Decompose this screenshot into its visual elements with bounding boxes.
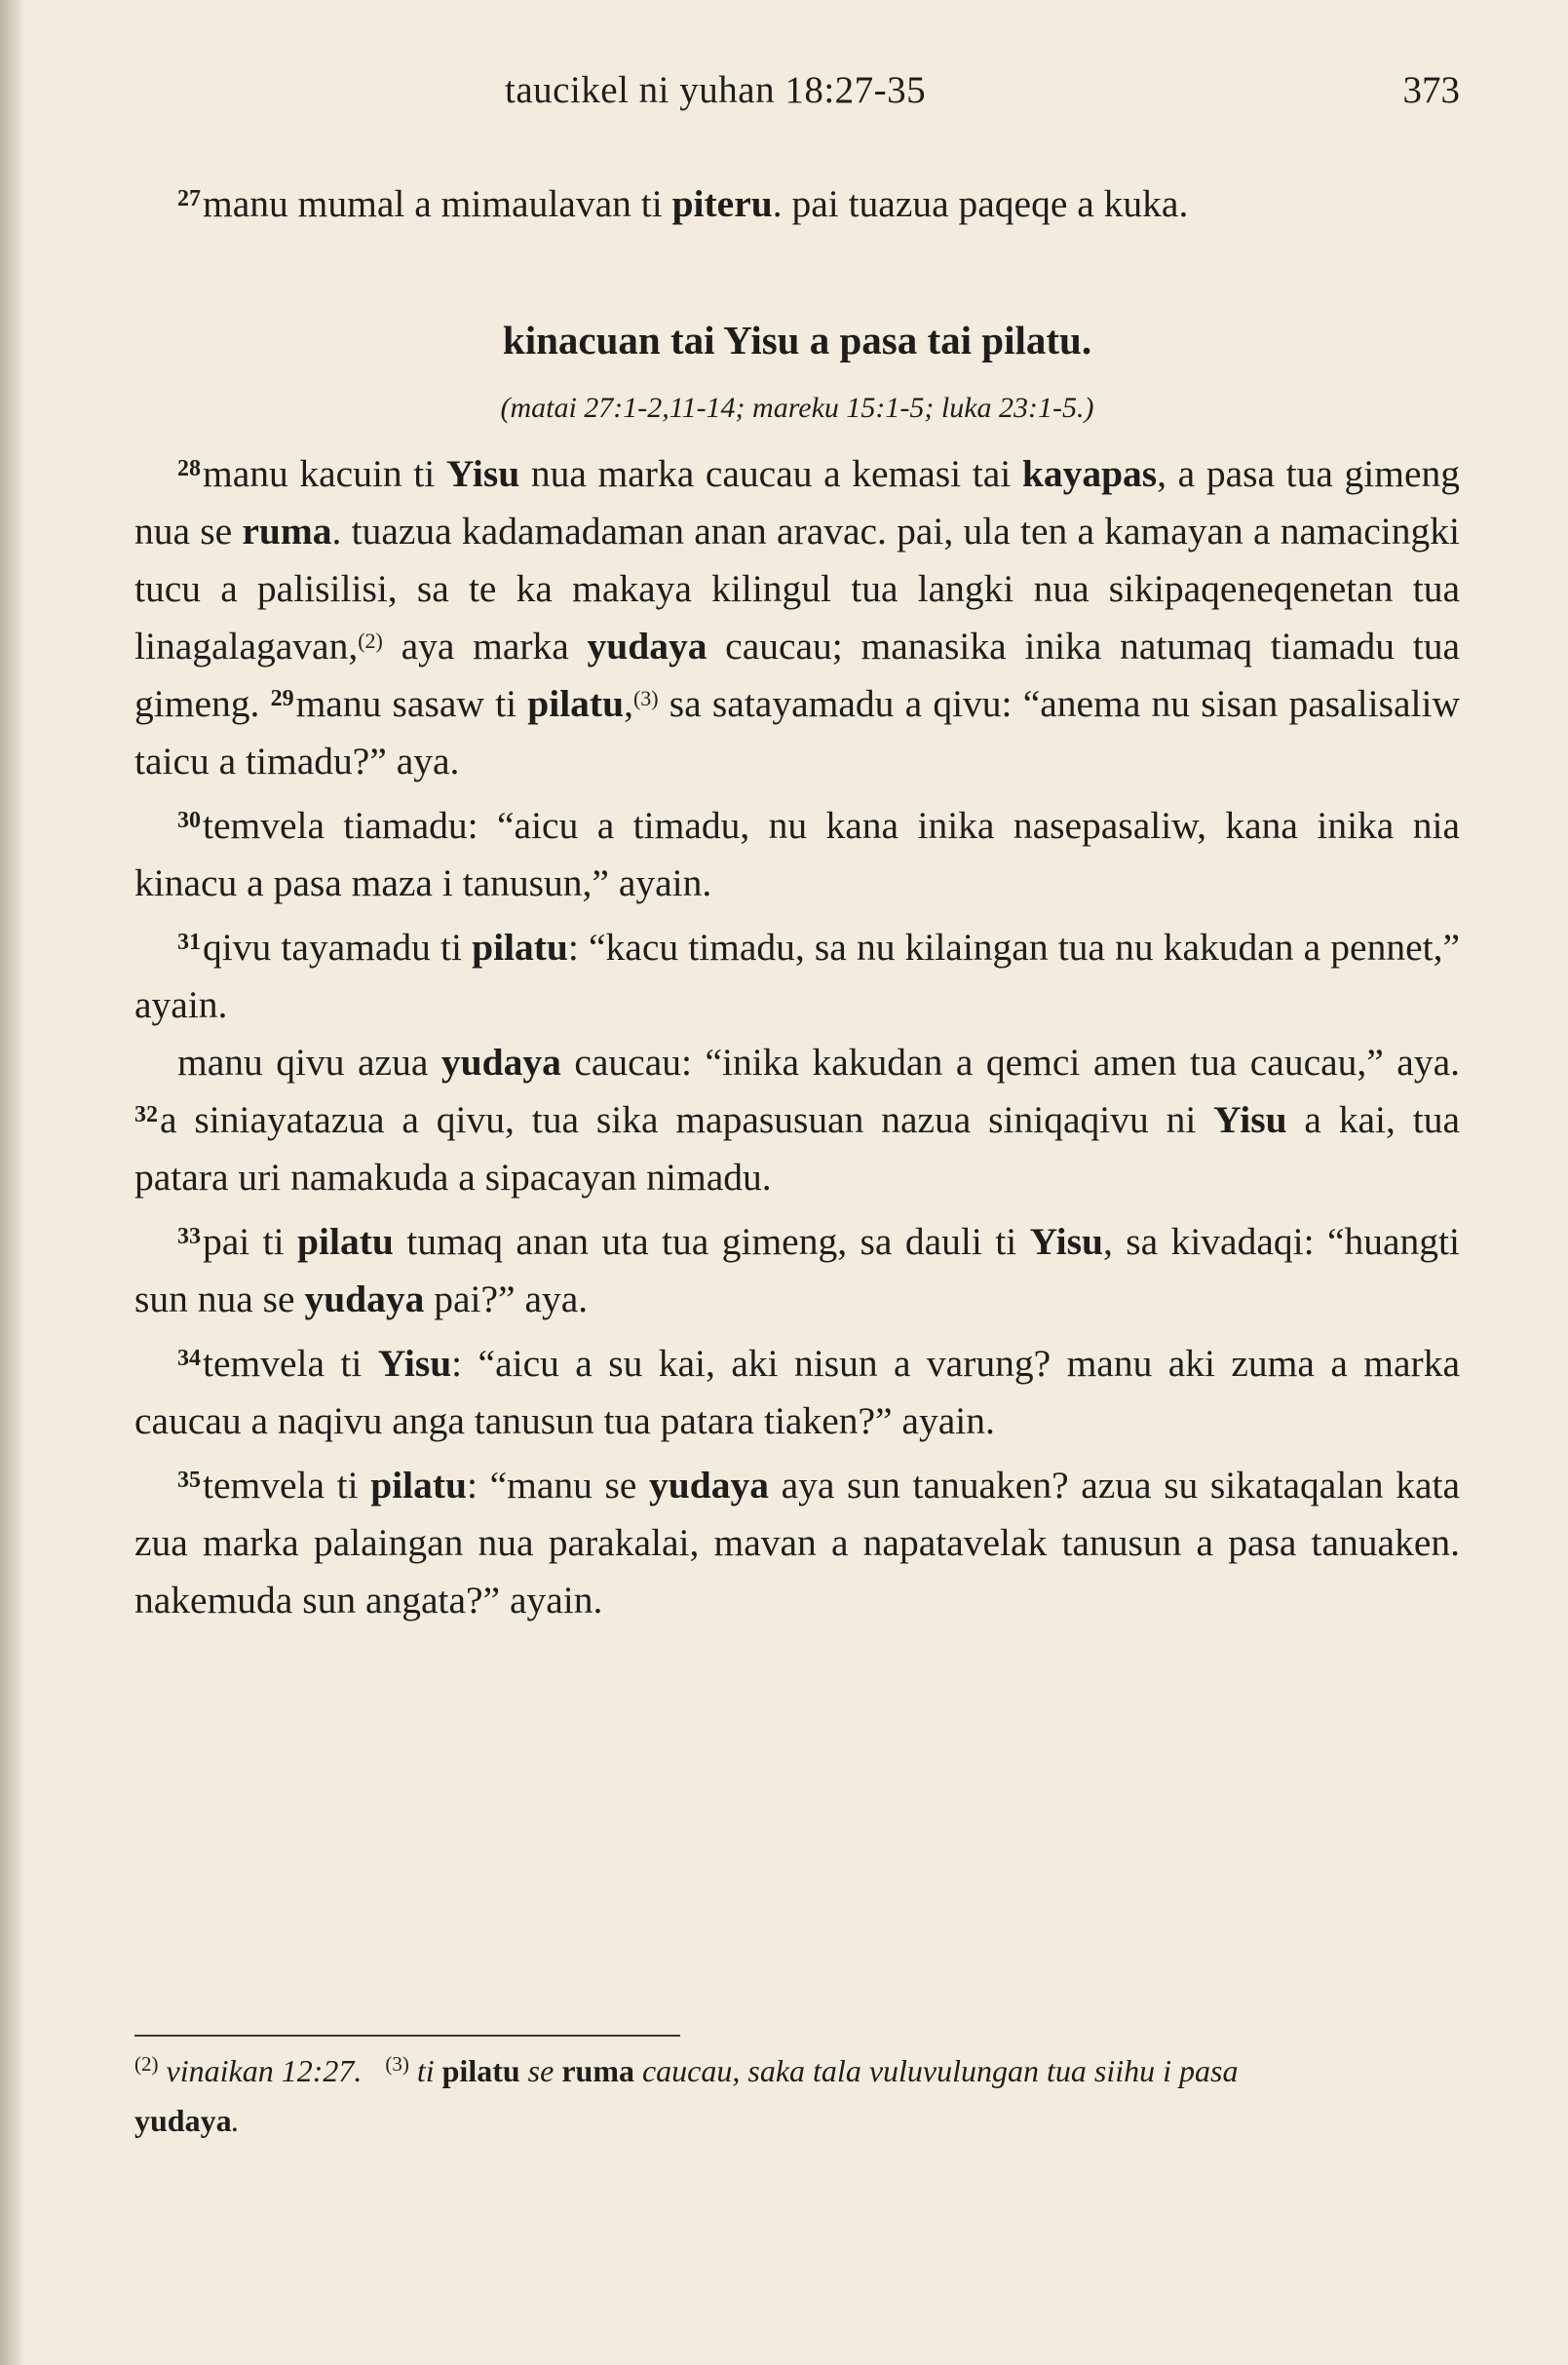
footnote-2-text: vinaikan 12:27. — [166, 2053, 363, 2088]
verse-31-continued: manu qivu azua yudaya caucau: “inika kakudan a qemci amen tua caucau,” aya. $^{32}$a siniayatazua a qivu, tua sika mapasusuan nazua siniqaqivu ni Yisu a kai, tua patara uri namakuda a sipacayan nimadu. — [134, 1041, 1461, 1199]
footnote-number: (3) — [385, 2052, 409, 2076]
verse-number: 28 — [177, 456, 201, 481]
verse-number: 34 — [177, 1346, 201, 1371]
verse-number: 33 — [177, 1224, 201, 1249]
verse-35: $^{35}$temvela ti pilatu: “manu se yudaya aya sun tanuaken? azua su sikataqalan kata zua marka palaingan nua parakalai, mavan a napatavelak tanusun a pasa tanuaken. nakemuda sun angata?” ayain. — [134, 1464, 1461, 1621]
verse-31: $^{31}$qivu tayamadu ti pilatu: “kacu timadu, sa nu kilaingan tua nu kakudan a pennet,” ayain. — [134, 926, 1461, 1026]
verse-30: $^{30}$temvela tiamadu: “aicu a timadu, nu kana inika nasepasaliw, kana inika nia kinacu a pasa maza i tanusun,” ayain. — [134, 804, 1460, 904]
verse-34: $^{34}$temvela ti Yisu: “aicu a su kai, aki nisun a varung? manu aki zuma a marka caucau a naqivu anga tanusun tua patara tiaken?” ayain. — [134, 1342, 1460, 1442]
verse-number: 35 — [177, 1468, 201, 1493]
book-page — [134, 0, 1460, 2365]
footnote-marker: (3) — [632, 686, 659, 710]
cross-reference: (matai 27:1-2,11-14; mareku 15:1-5; luka 23:1-5.) — [500, 392, 1094, 424]
book-spine-shadow — [0, 0, 25, 2365]
verse-28: $^{28}$manu kacuin ti Yisu nua marka caucau a kemasi tai kayapas, a pasa tua gimeng nua se ruma. tuazua kadamadaman anan aravac. pai, ula ten a kamayan a namacingki tucu a palisilisi, sa te ka makaya kilingul tua langki nua sikipaqeneqenetan tua linagalagavan,$^{(2)}$ aya marka yudaya caucau; manasika inika natumaq tiamadu tua gimeng. $^{29}$manu sasaw ti pilatu,$^{(3)}$ sa satayamadu a qivu: “anema nu sisan pasalisaliw taicu a timadu?” aya. — [134, 452, 1461, 782]
section-heading: kinacuan tai Yisu a pasa tai pilatu. — [502, 318, 1092, 362]
verse-27: $^{27}$manu mumal a mimaulavan ti piteru. pai tuazua paqeqe a kuka. — [177, 182, 1189, 225]
verse-number: 32 — [134, 1102, 158, 1127]
running-header — [134, 68, 1460, 127]
running-header-title: taucikel ni yuhan 18:27-35 — [505, 69, 927, 111]
footnote-divider — [134, 2035, 680, 2037]
verse-number: 30 — [177, 808, 201, 833]
footnote-marker: (2) — [358, 629, 383, 653]
verse-number: 29 — [270, 686, 294, 711]
verse-number: 27 — [177, 186, 201, 211]
footnotes: $^{(2)}$ vinaikan 12:27. $^{(3)}$ ti pilatu se ruma caucau, saka tala vuluvulungan tua siihu i pasa yudaya. — [134, 2052, 1239, 2138]
main-text — [134, 175, 1460, 1629]
verse-33: $^{33}$pai ti pilatu tumaq anan uta tua gimeng, sa dauli ti Yisu, sa kivadaqi: “huangti sun nua se yudaya pai?” aya. — [134, 1220, 1460, 1320]
verse-number: 31 — [177, 930, 201, 955]
footnote-number: (2) — [134, 2052, 159, 2076]
page-number: 373 — [1402, 69, 1460, 111]
